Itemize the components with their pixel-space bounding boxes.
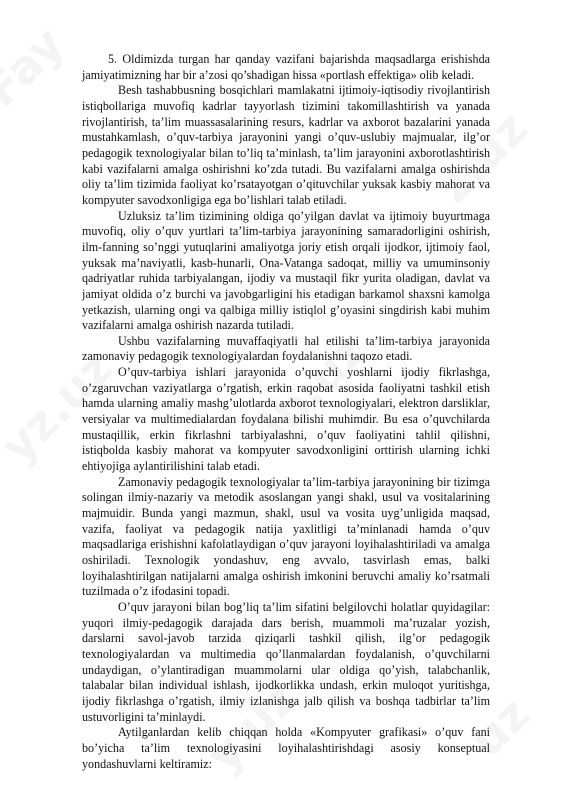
paragraph: 5. Oldimizda turgan har qanday vazifani bajarishda maqsadlarga erishishda jamiyatimizning har bir a’zosi qo’shadigan hissa «portlash effektiga» olib keladi. [82, 52, 490, 82]
document-body [82, 52, 490, 772]
paragraph: Zamonaviy pedagogik texnologiyalar ta’lim-tarbiya jarayonining bir tizimga solingan ilmiy-nazariy va metodik asoslangan yangi shakl, usul va vositalarining majmuidir. Bunda yangi mazmun, shakl, usul va vosita uyg’unligida maqsad, vazifa, faoliyat va pedagogik natija yaxlitligi ta’minlanadi hamda o’quv maqsadlariga erishishni kafolatlaydigan o’quv jarayoni loyihalashtiriladi va amalga oshiriladi. Texnologik yondashuv, eng avvalo, tasvirlash emas, balki loyihalashtirilgan natijalarni amalga oshirish imkonini beruvchi amaliy ko’rsatmali tuzilmada o’z ifodasini topadi. [82, 474, 490, 599]
paragraph: Ushbu vazifalarning muvaffaqiyatli hal etilishi ta’lim-tarbiya jarayonida zamonaviy pedagogik texnologiyalardan foydalanishni taqozo etadi. [82, 333, 490, 364]
watermark-text [0, 17, 74, 118]
paragraph: Uzluksiz ta’lim tizimining oldiga qo’yilgan davlat va ijtimoiy buyurtmaga muvofiq, oliy o’quv yurtlari ta’lim-tarbiya jarayonining samaradorligini oshirish, ilm-fanning so’nggi yutuqlarini amaliyotga joriy etish orqali ijodkor, ijtimoiy faol, yuksak ma’naviyatli, kasb-hunarli, Ona-Vatanga sadoqat, milliy va umuminsoniy qadriyatlar ruhida tarbiyalangan, ijodiy va mustaqil fikr yurita oladigan, davlat va jamiyat oldida o’z burchi va javobgarligini his etadigan barkamol shaxsni kamolga yetkazish, ularning ongi va qalbiga milliy istiqlol g’oyasini singdirish kabi muhim vazifalarni amalga oshirish nazarda tutiladi. [82, 208, 490, 333]
paragraph: Aytilganlardan kelib chiqqan holda «Kompyuter grafikasi» o’quv fani bo’yicha ta’lim texnologiyasini loyihalashtirishdagi asosiy konseptual yondashuvlarni keltiramiz: [82, 725, 490, 771]
paragraph: Besh tashabbusning bosqichlari mamlakatni ijtimoiy-iqtisodiy rivojlantirish istiqbollariga muvofiq kadrlar tayyorlash tizimini takomillashtirish va yanada rivojlantirish, ta’lim muassasalarining resurs, kadrlar va axborot bazalarini yanada mustahkamlash, o’quv-tarbiya jarayonini yangi o’quv-uslubiy majmualar, ilg’or pedagogik texnologiyalar bilan to’liq ta’minlash, ta’lim jarayonini axborotlashtirish kabi vazifalarni amalga oshirishni ko’zda tutadi. Bu vazifalarni amalga oshirishda oliy ta’lim tizimida faoliyat ko’rsatayotgan o’qituvchilar yuksak kasbiy mahorat va kompyuter savodxonligiga ega bo’lishlari talab etiladi. [82, 83, 490, 207]
paragraph: O’quv jarayoni bilan bog’liq ta’lim sifatini belgilovchi holatlar quyidagilar: yuqori ilmiy-pedagogik darajada dars berish, muammoli ma’ruzalar yozish, darslarni savol-javob tarzida qiziqarli tashkil qilish, ilg’or pedagogik texnologiyalardan va multimedia qo’llanmalardan foydalanish, o’quvchilarni undaydigan, o’ylantiradigan muammolarni ular oldiga qo’yish, talabchanlik, talabalar bilan individual ishlash, ijodkorlikka undash, erkin muloqot yuritishga, ijodiy fikrlashga o’rgatish, ilmiy izlanishga jalb qilish va boshqa tadbirlar ta’lim ustuvorligini ta’minlaydi. [82, 599, 490, 724]
paragraph: O’quv-tarbiya ishlari jarayonida o’quvchi yoshlarni ijodiy fikrlashga, o’zgaruvchan vaziyatlarga o’rgatish, erkin raqobat asosida faoliyatni tashkil etish hamda ularning amaliy mashg’ulotlarda axborot texnologiyalari, elektron darsliklar, versiyalar va multimedialardan foydalana bilishi muhimdir. Bu esa o’quvchilarda mustaqillik, erkin fikrlashni tarbiyalashni, o’quv faoliyatini tahlil qilishni, istiqbolda kasbiy mahorat va kompyuter savodxonligini orttirish ularning ichki ehtiyojiga aylantirilishini talab etadi. [82, 365, 490, 474]
